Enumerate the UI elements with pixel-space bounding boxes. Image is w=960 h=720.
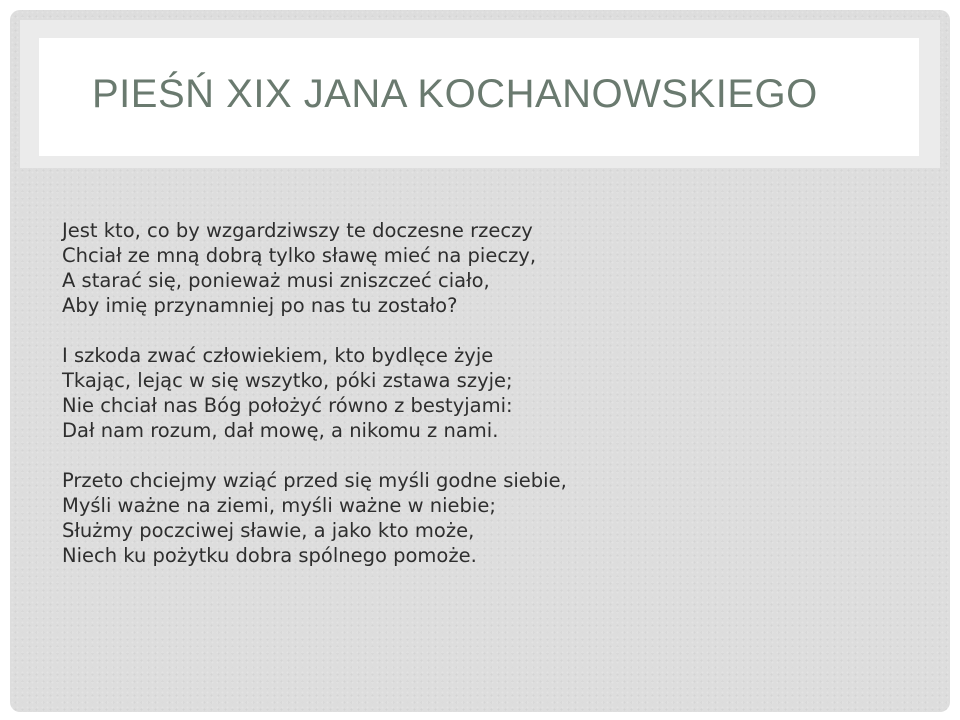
poem-line: Służmy poczciwej sławie, a jako kto może, xyxy=(62,519,475,542)
poem-line: Tkając, lejąc w się wszytko, póki zstawa szyje; xyxy=(62,369,513,392)
poem-line: A starać się, ponieważ musi zniszczeć ciało, xyxy=(62,269,490,292)
poem-line: I szkoda zwać człowiekiem, kto bydlęce żyje xyxy=(62,344,494,367)
poem-line: Chciał ze mną dobrą tylko sławę mieć na pieczy, xyxy=(62,244,537,267)
stanza-3 xyxy=(62,468,922,568)
stanza-2 xyxy=(62,343,922,443)
poem-line: Myśli ważne na ziemi, myśli ważne w niebie; xyxy=(62,494,496,517)
poem-line: Aby imię przynamniej po nas tu zostało? xyxy=(62,294,458,317)
poem-line: Dał nam rozum, dał mowę, a nikomu z nami. xyxy=(62,419,499,442)
slide-title: PIEŚŃ XIX JANA KOCHANOWSKIEGO xyxy=(92,72,818,116)
poem-line: Niech ku pożytku dobra spólnego pomoże. xyxy=(62,544,477,567)
poem-line: Przeto chciejmy wziąć przed się myśli godne siebie, xyxy=(62,469,567,492)
poem-line: Jest kto, co by wzgardziwszy te doczesne rzeczy xyxy=(62,219,533,242)
stanza-1 xyxy=(62,218,922,318)
poem-body xyxy=(62,218,922,593)
poem-line: Nie chciał nas Bóg położyć równo z bestyjami: xyxy=(62,394,513,417)
